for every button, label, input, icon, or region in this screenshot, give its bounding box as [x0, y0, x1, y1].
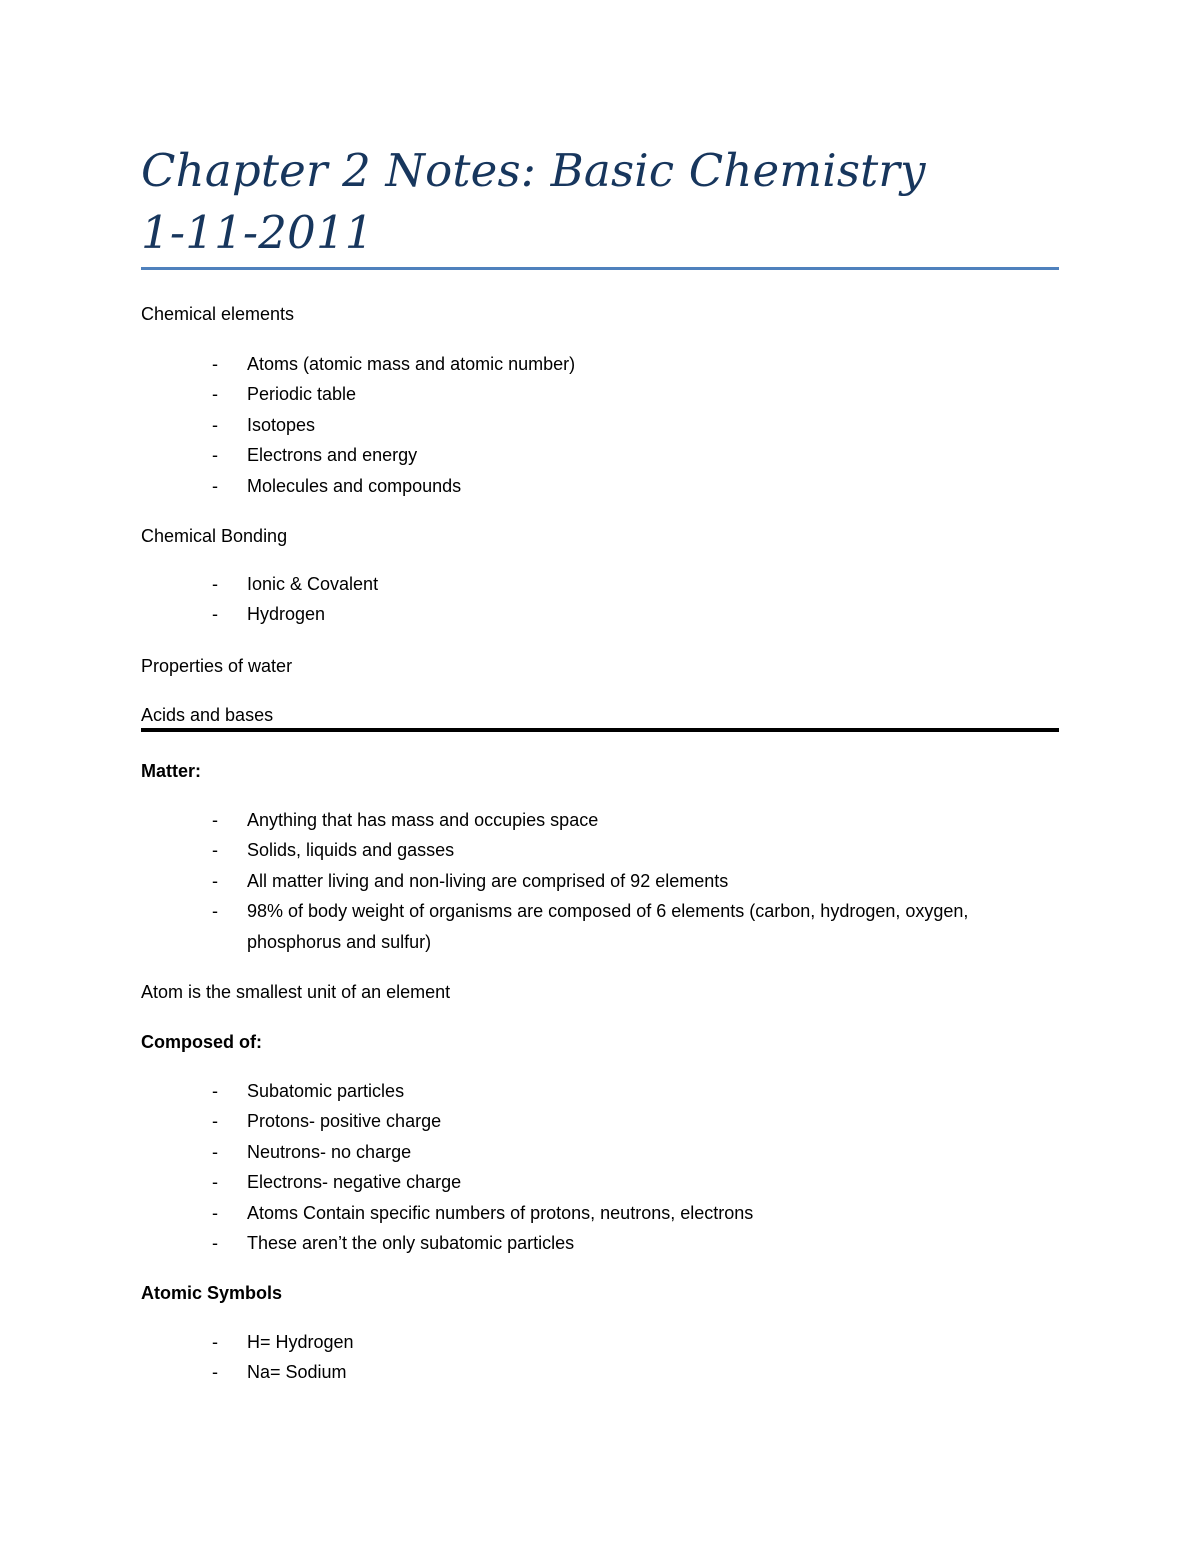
list-composed-of — [141, 1076, 1059, 1258]
list-item: - Electrons and energy — [141, 440, 1059, 470]
dash-bullet-icon: - — [212, 384, 218, 405]
list-item: - Neutrons- no charge — [141, 1137, 1059, 1167]
atom-definition: Atom is the smallest unit of an element — [141, 982, 451, 1002]
section-divider — [141, 728, 1059, 732]
list-item: - Atoms Contain specific numbers of protons, neutrons, electrons — [141, 1198, 1059, 1228]
list-item: - 98% of body weight of organisms are composed of 6 elements (carbon, hydrogen, oxygen, phosphorus and sulfur) — [141, 896, 1059, 957]
dash-bullet-icon: - — [212, 574, 218, 594]
dash-bullet-icon: - — [212, 1362, 218, 1383]
list-item: - Periodic table — [141, 379, 1059, 409]
list-item: - Ionic & Covalent — [141, 569, 1059, 599]
dash-bullet-icon: - — [212, 1141, 218, 1162]
list-item: - Solids, liquids and gasses — [141, 835, 1059, 865]
dash-bullet-icon: - — [212, 354, 218, 374]
list-item: - Molecules and compounds — [141, 471, 1059, 501]
list-item: - Na= Sodium — [141, 1357, 1059, 1387]
list-item: - Electrons- negative charge — [141, 1167, 1059, 1197]
list-atomic-symbols — [141, 1327, 1059, 1388]
dash-bullet-icon: - — [212, 414, 218, 435]
dash-bullet-icon: - — [212, 1233, 218, 1254]
heading-acids-and-bases: Acids and bases — [141, 705, 274, 725]
list-item: - Atoms (atomic mass and atomic number) — [141, 349, 1059, 379]
list-item: - These aren’t the only subatomic particles — [141, 1228, 1059, 1258]
dash-bullet-icon: - — [212, 810, 218, 830]
dash-bullet-icon: - — [212, 445, 218, 466]
title-line-1: Chapter 2 Notes: Basic Chemistry — [141, 144, 926, 197]
heading-composed-of: Composed of: — [141, 1032, 262, 1052]
list-item: - Anything that has mass and occupies space — [141, 805, 1059, 835]
dash-bullet-icon: - — [212, 1081, 218, 1101]
dash-bullet-icon: - — [212, 840, 218, 861]
dash-bullet-icon: - — [212, 870, 218, 891]
list-item: - Protons- positive charge — [141, 1106, 1059, 1136]
heading-chemical-elements: Chemical elements — [141, 304, 295, 324]
dash-bullet-icon: - — [212, 475, 218, 496]
page-title — [141, 140, 926, 264]
heading-matter: Matter: — [141, 761, 202, 781]
list-matter — [141, 805, 1059, 957]
dash-bullet-icon: - — [212, 1172, 218, 1193]
dash-bullet-icon: - — [212, 1332, 218, 1352]
dash-bullet-icon: - — [212, 1202, 218, 1223]
dash-bullet-icon: - — [212, 901, 218, 922]
dash-bullet-icon: - — [212, 604, 218, 625]
list-item: - Subatomic particles — [141, 1076, 1059, 1106]
list-item: - H= Hydrogen — [141, 1327, 1059, 1357]
list-item: - Hydrogen — [141, 599, 1059, 629]
title-date: 1-11-2011 — [141, 206, 374, 259]
heading-atomic-symbols: Atomic Symbols — [141, 1283, 283, 1303]
heading-properties-of-water: Properties of water — [141, 656, 293, 676]
list-chemical-elements — [141, 349, 1059, 501]
list-item: - Isotopes — [141, 410, 1059, 440]
list-chemical-bonding — [141, 569, 1059, 630]
dash-bullet-icon: - — [212, 1111, 218, 1132]
heading-chemical-bonding: Chemical Bonding — [141, 526, 288, 546]
list-item: - All matter living and non-living are comprised of 92 elements — [141, 866, 1059, 896]
title-underline — [141, 267, 1059, 270]
